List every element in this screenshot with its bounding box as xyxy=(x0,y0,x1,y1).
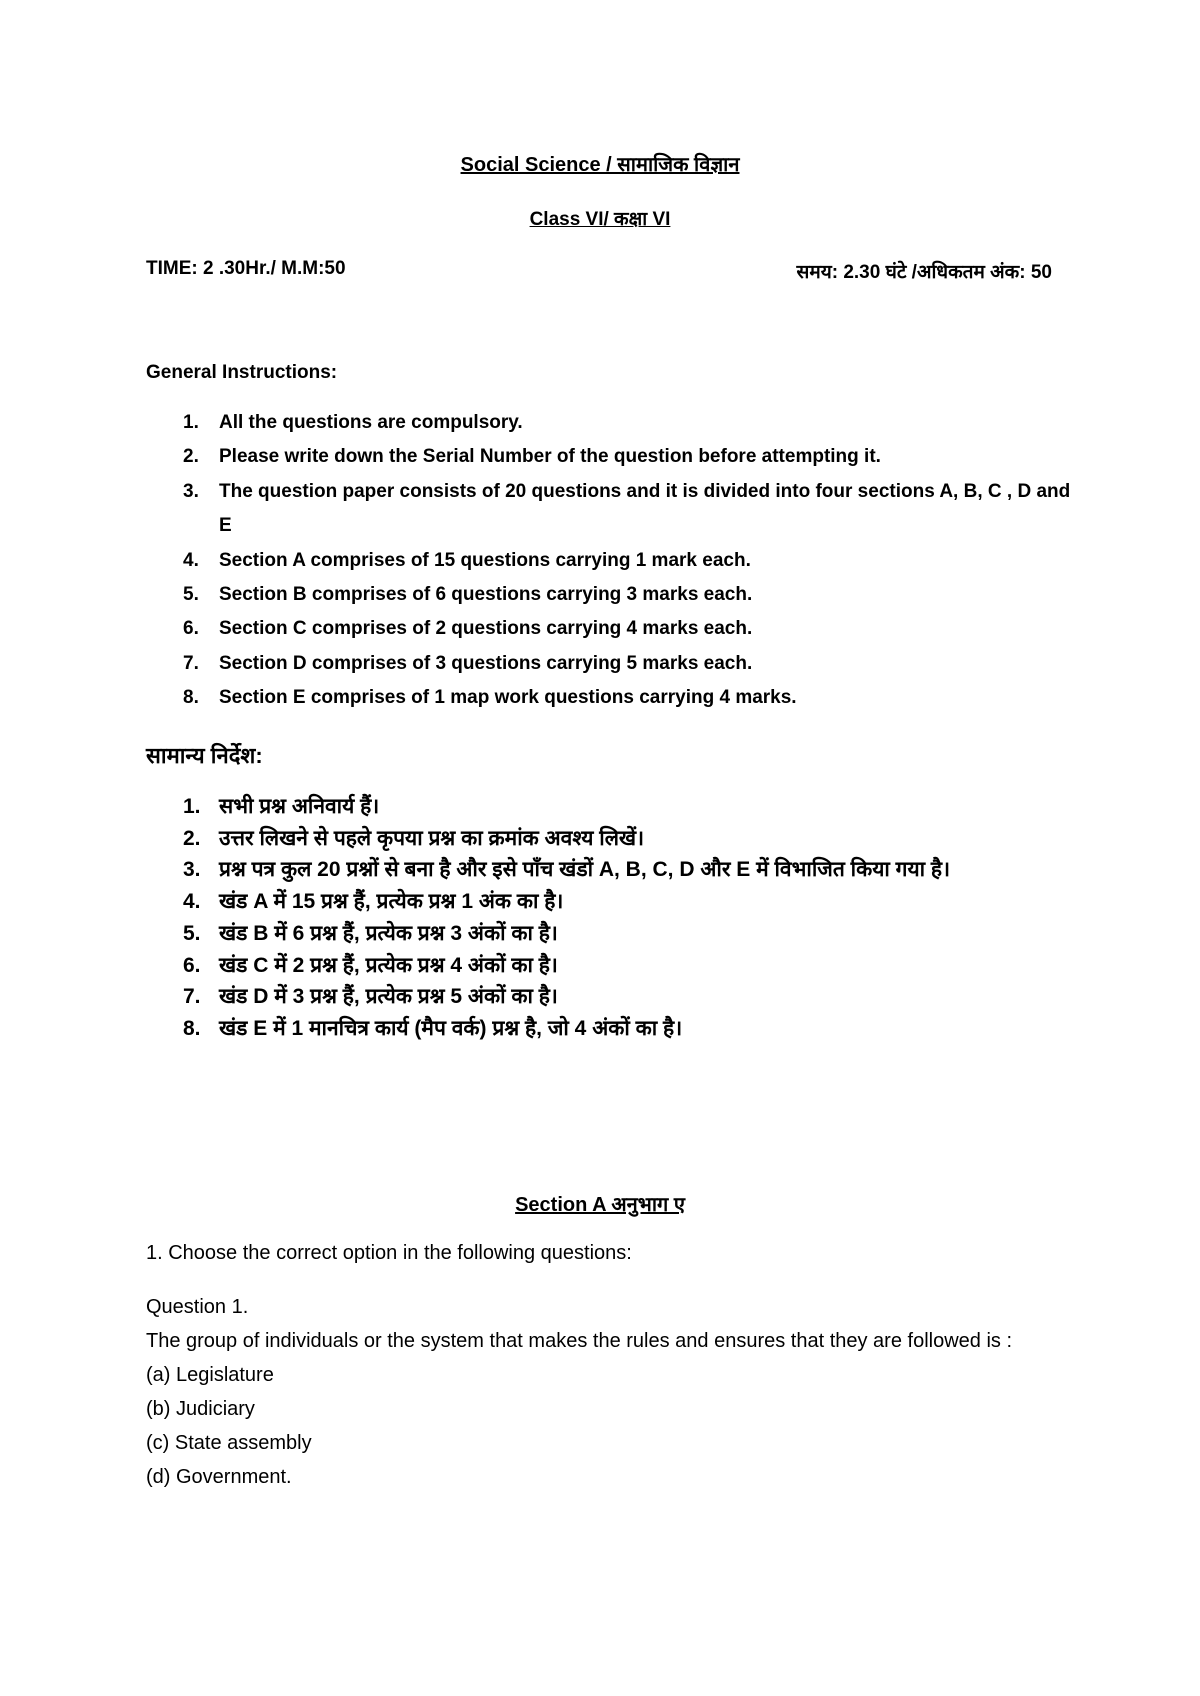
instruction-item xyxy=(146,612,1076,646)
hindi-instruction-item xyxy=(146,950,1076,982)
instruction-number: 3. xyxy=(183,858,201,882)
general-instructions-list xyxy=(146,406,1076,716)
section-a-heading: Section A अनुभाग ए xyxy=(515,1194,685,1216)
instruction-text: Section D comprises of 3 questions carrying 5 marks each. xyxy=(219,652,753,674)
question-label: Question 1. xyxy=(146,1296,249,1318)
general-instructions-heading: General Instructions: xyxy=(146,362,338,383)
instruction-text: Section B comprises of 6 questions carrying 3 marks each. xyxy=(219,584,753,606)
hindi-instruction-item xyxy=(146,981,1076,1013)
instruction-number: 6. xyxy=(183,953,201,977)
instruction-text: खंड D में 3 प्रश्न हैं, प्रत्येक प्रश्न 5 अंकों का है। xyxy=(219,985,558,1009)
instruction-text: Please write down the Serial Number of the question before attempting it. xyxy=(219,446,881,468)
question-text: The group of individuals or the system that makes the rules and ensures that they are followed is : xyxy=(146,1330,1013,1352)
hindi-instruction-item xyxy=(146,886,1076,918)
instruction-text: खंड E में 1 मानचित्र कार्य (मैप वर्क) प्रश्न है, जो 4 अंकों का है। xyxy=(219,1016,683,1040)
instruction-text: प्रश्न पत्र कुल 20 प्रश्नों से बना है और इसे पाँच खंडों A, B, C, D और E में विभाजित किया गया है। xyxy=(219,858,951,882)
instruction-text: उत्तर लिखने से पहले कृपया प्रश्न का क्रमांक अवश्य लिखें। xyxy=(219,826,645,850)
instruction-text: Section E comprises of 1 map work questions carrying 4 marks. xyxy=(219,687,797,709)
instruction-item xyxy=(146,440,1076,474)
class-line: Class VI/ कक्षा VI xyxy=(529,209,671,230)
hindi-instruction-item xyxy=(146,854,1076,886)
instruction-number: 1. xyxy=(183,412,199,433)
instruction-text: The question paper consists of 20 questions and it is divided into four sections A, B, C , D and E xyxy=(219,480,1071,537)
instruction-number: 2. xyxy=(183,826,201,850)
instruction-text: खंड B में 6 प्रश्न हैं, प्रत्येक प्रश्न 3 अंकों का है। xyxy=(219,921,558,945)
instruction-text: सभी प्रश्न अनिवार्य हैं। xyxy=(219,795,380,818)
option-a: (a) Legislature xyxy=(146,1364,274,1386)
instruction-number: 6. xyxy=(183,618,199,640)
instruction-text: खंड C में 2 प्रश्न हैं, प्रत्येक प्रश्न 4 अंकों का है। xyxy=(219,953,558,977)
hindi-instruction-item xyxy=(146,791,1076,823)
hindi-instructions-list xyxy=(146,791,1076,1045)
instruction-item xyxy=(146,406,1076,440)
instruction-number: 5. xyxy=(183,921,201,945)
hindi-instruction-item xyxy=(146,918,1076,950)
instruction-text: All the questions are compulsory. xyxy=(219,412,523,433)
option-b: (b) Judiciary xyxy=(146,1398,255,1420)
option-d: (d) Government. xyxy=(146,1466,292,1488)
instruction-number: 4. xyxy=(183,890,201,914)
instruction-number: 7. xyxy=(183,985,201,1009)
question-block xyxy=(146,1290,1076,1494)
instruction-item xyxy=(146,647,1076,681)
instruction-text: खंड A में 15 प्रश्न हैं, प्रत्येक प्रश्न 1 अंक का है। xyxy=(219,890,564,914)
instruction-number: 8. xyxy=(183,687,199,709)
instruction-number: 8. xyxy=(183,1016,201,1040)
instruction-number: 5. xyxy=(183,584,199,606)
instruction-number: 1. xyxy=(183,795,201,818)
instruction-number: 7. xyxy=(183,652,199,674)
hindi-instruction-item xyxy=(146,1013,1076,1045)
instruction-item xyxy=(146,475,1076,544)
instruction-text: Section C comprises of 2 questions carrying 4 marks each. xyxy=(219,618,753,640)
hindi-instruction-item xyxy=(146,823,1076,855)
instruction-number: 2. xyxy=(183,446,199,468)
instruction-item xyxy=(146,681,1076,715)
section-a-intro: 1. Choose the correct option in the following questions: xyxy=(146,1242,632,1264)
time-marks-hindi: समय: 2.30 घंटे /अधिकतम अंक: 50 xyxy=(796,262,1052,283)
instruction-text: Section A comprises of 15 questions carrying 1 mark each. xyxy=(219,549,751,571)
instruction-number: 4. xyxy=(183,549,199,571)
instruction-item xyxy=(146,544,1076,578)
instruction-item xyxy=(146,578,1076,612)
hindi-instructions-heading: सामान्य निर्देश: xyxy=(146,743,263,768)
instruction-number: 3. xyxy=(183,480,199,502)
paper-title: Social Science / सामाजिक विज्ञान xyxy=(460,154,740,176)
option-c: (c) State assembly xyxy=(146,1432,312,1454)
time-marks-english: TIME: 2 .30Hr./ M.M:50 xyxy=(146,258,346,279)
